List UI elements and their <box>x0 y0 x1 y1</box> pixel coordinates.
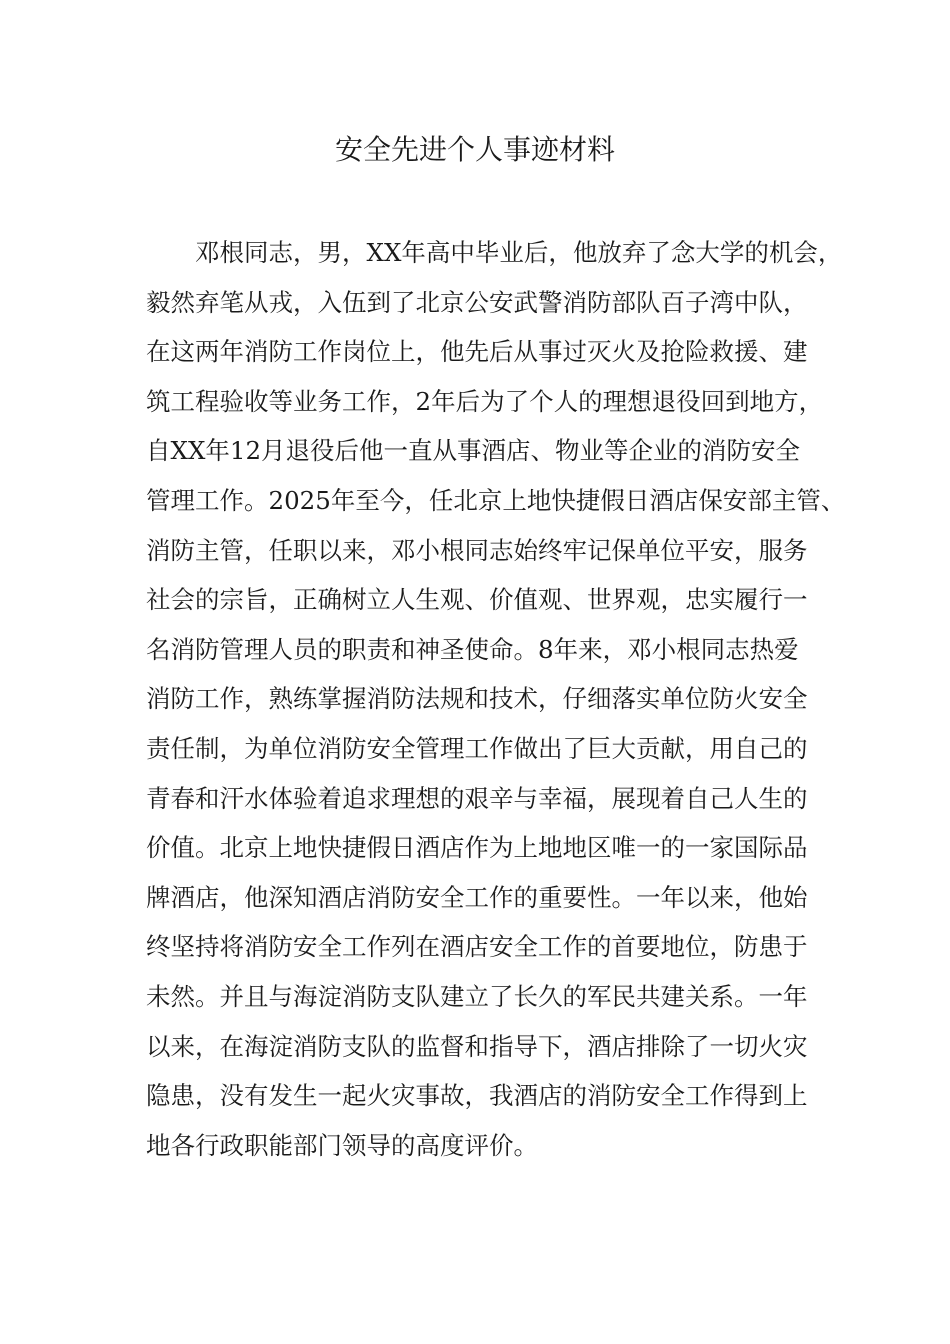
paragraph-line: 消防工作，熟练掌握消防法规和技术，仔细落实单位防火安全 <box>146 684 808 714</box>
paragraph-line: 毅然弃笔从戎，入伍到了北京公安武警消防部队百子湾中队， <box>146 287 808 317</box>
paragraph-line: 隐患，没有发生一起火灾事故，我酒店的消防安全工作得到上 <box>146 1081 808 1111</box>
paragraph-line: 筑工程验收等业务工作，2年后为了个人的理想退役回到地方， <box>146 386 824 416</box>
body-paragraph <box>146 228 846 1170</box>
paragraph-line: 终坚持将消防安全工作列在酒店安全工作的首要地位，防患于 <box>146 932 808 962</box>
paragraph-line: 价值。北京上地快捷假日酒店作为上地地区唯一的一家国际品 <box>146 833 808 863</box>
paragraph-line: 管理工作。2025年至今，任北京上地快捷假日酒店保安部主管、 <box>146 485 846 515</box>
paragraph-line: 消防主管，任职以来，邓小根同志始终牢记保单位平安，服务 <box>146 535 808 565</box>
paragraph-line: 青春和汗水体验着追求理想的艰辛与幸福，展现着自己人生的 <box>146 783 808 813</box>
paragraph-line: 牌酒店，他深知酒店消防安全工作的重要性。一年以来，他始 <box>146 882 808 912</box>
paragraph-line: 自XX年12月退役后他一直从事酒店、物业等企业的消防安全 <box>146 436 801 466</box>
document-title: 安全先进个人事迹材料 <box>334 133 615 166</box>
paragraph-line: 在这两年消防工作岗位上，他先后从事过灭火及抢险救援、建 <box>146 337 808 367</box>
paragraph-line: 名消防管理人员的职责和神圣使命。8年来，邓小根同志热爱 <box>146 634 799 664</box>
paragraph-line: 未然。并且与海淀消防支队建立了长久的军民共建关系。一年 <box>146 981 808 1011</box>
paragraph-line: 责任制，为单位消防安全管理工作做出了巨大贡献，用自己的 <box>146 733 808 763</box>
paragraph-line: 邓根同志，男，XX年高中毕业后，他放弃了念大学的机会， <box>195 238 843 267</box>
paragraph-line: 社会的宗旨，正确树立人生观、价值观、世界观，忠实履行一 <box>146 585 808 615</box>
paragraph-line: 地各行政职能部门领导的高度评价。 <box>146 1130 538 1160</box>
paragraph-line: 以来，在海淀消防支队的监督和指导下，酒店排除了一切火灾 <box>146 1031 808 1061</box>
